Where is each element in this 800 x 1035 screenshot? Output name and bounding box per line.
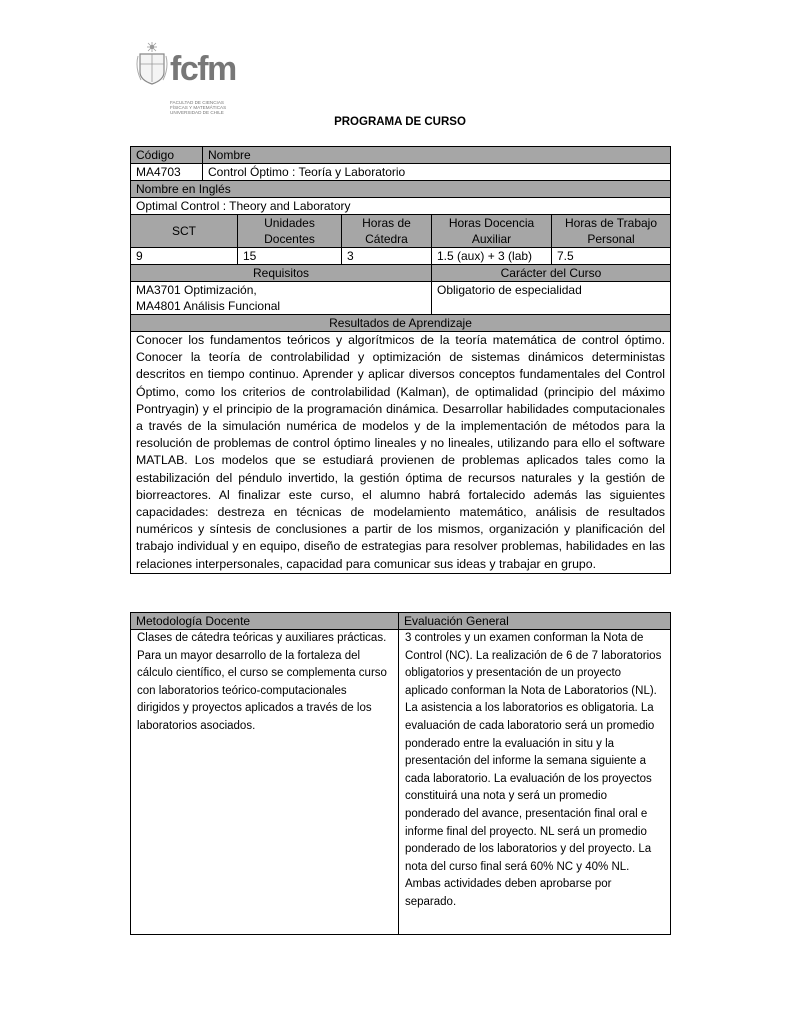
course-name: Control Óptimo : Teoría y Laboratorio [203, 164, 671, 181]
university-shield-icon [137, 42, 167, 84]
character-header: Carácter del Curso [432, 265, 671, 282]
methodology-text: Clases de cátedra teóricas y auxiliares prácticas. Para un mayor desarrollo de la fortaleza del cálculo científico, el curso se complementa curso con laboratorios teórico-computacionales dirigidos y proyectos aplicados a través de los laboratorios asociados. [131, 630, 399, 935]
course-code: MA4703 [131, 164, 203, 181]
personal-hours-header: Horas de Trabajo Personal [552, 215, 671, 248]
learning-outcomes-header: Resultados de Aprendizaje [131, 315, 671, 332]
course-info-table [130, 146, 671, 574]
evaluation-header: Evaluación General [399, 613, 671, 630]
lecture-hours-value: 3 [342, 248, 432, 265]
aux-hours-header: Horas Docencia Auxiliar [432, 215, 552, 248]
logo-wordmark: fcfm [170, 50, 236, 88]
name-header: Nombre [203, 147, 671, 164]
requisite-item: MA4801 Análisis Funcional [136, 299, 281, 313]
learning-outcomes-text: Conocer los fundamentos teóricos y algorítmicos de la teoría matemática de control óptimo. Conocer la teoría de controlabilidad y optimización de sistemas dinámicos deterministas descritos en tiempo continuo. Aprender y aplicar diversos conceptos fundamentales del Control Óptimo, como los criterios de controlabilidad (Kalman), de optimalidad (principio del máximo Pontryagin) y el principio de la programación dinámica. Desarrollar habilidades computacionales a través de la simulación numérica de modelos y de la implementación de métodos para la resolución de problemas de control óptimo lineales y no lineales, utilizando para ello el software MATLAB. Los modelos que se estudiará provienen de problemas aplicados tales como la estabilización del péndulo invertido, la gestión óptima de recursos naturales y la gestión de biorreactores. Al finalizar este curso, el alumno habrá fortalecido además las siguientes capacidades: destreza en técnicas de modelamiento matemático, análisis de resultados numéricos y síntesis de conclusiones a partir de los mismos, organización y planificación del trabajo individual y en equipo, diseño de estrategias para resolver problemas, habilidades en las relaciones interpersonales, capacidad para comunicar sus ideas y trabajar en grupo. [131, 332, 671, 574]
logo-subtitle-line: FÍSICAS Y MATEMÁTICAS [170, 105, 227, 110]
requisites-header: Requisitos [131, 265, 432, 282]
fcfm-logo [136, 42, 254, 118]
units-header: Unidades Docentes [238, 215, 342, 248]
course-name-english: Optimal Control : Theory and Laboratory [131, 198, 671, 215]
sct-value: 9 [131, 248, 238, 265]
requisite-item: MA3701 Optimización, [136, 283, 257, 297]
code-header: Código [131, 147, 203, 164]
logo-subtitle-line: UNIVERSIDAD DE CHILE [170, 110, 224, 115]
personal-hours-value: 7.5 [552, 248, 671, 265]
methodology-evaluation-table [130, 612, 671, 935]
units-value: 15 [238, 248, 342, 265]
evaluation-text: 3 controles y un examen conforman la Nota de Control (NC). La realización de 6 de 7 laboratorios obligatorios y presentación de un proyecto aplicado conforman la Nota de Laboratorios (NL). La asistencia a los laboratorios es obligatoria. La evaluación de cada laboratorio será un promedio ponderado entre la evaluación in situ y la presentación del informe la semana siguiente a cada laboratorio. La evaluación de los proyectos constituirá una nota y será un promedio ponderado del avance, presentación final oral e informe final del proyecto. NL será un promedio ponderado de los laboratorios y del proyecto. La nota del curso final será 60% NC y 40% NL. Ambas actividades deben aprobarse por separado. [399, 630, 671, 935]
character-value: Obligatorio de especialidad [432, 282, 671, 315]
aux-hours-value: 1.5 (aux) + 3 (lab) [432, 248, 552, 265]
sct-header: SCT [131, 215, 238, 248]
lecture-hours-header: Horas de Cátedra [342, 215, 432, 248]
requisites-value [131, 282, 432, 315]
english-name-header: Nombre en Inglés [131, 181, 671, 198]
methodology-header: Metodología Docente [131, 613, 399, 630]
page-title: PROGRAMA DE CURSO [334, 116, 466, 128]
logo-subtitle-line: FACULTAD DE CIENCIAS [170, 100, 224, 105]
